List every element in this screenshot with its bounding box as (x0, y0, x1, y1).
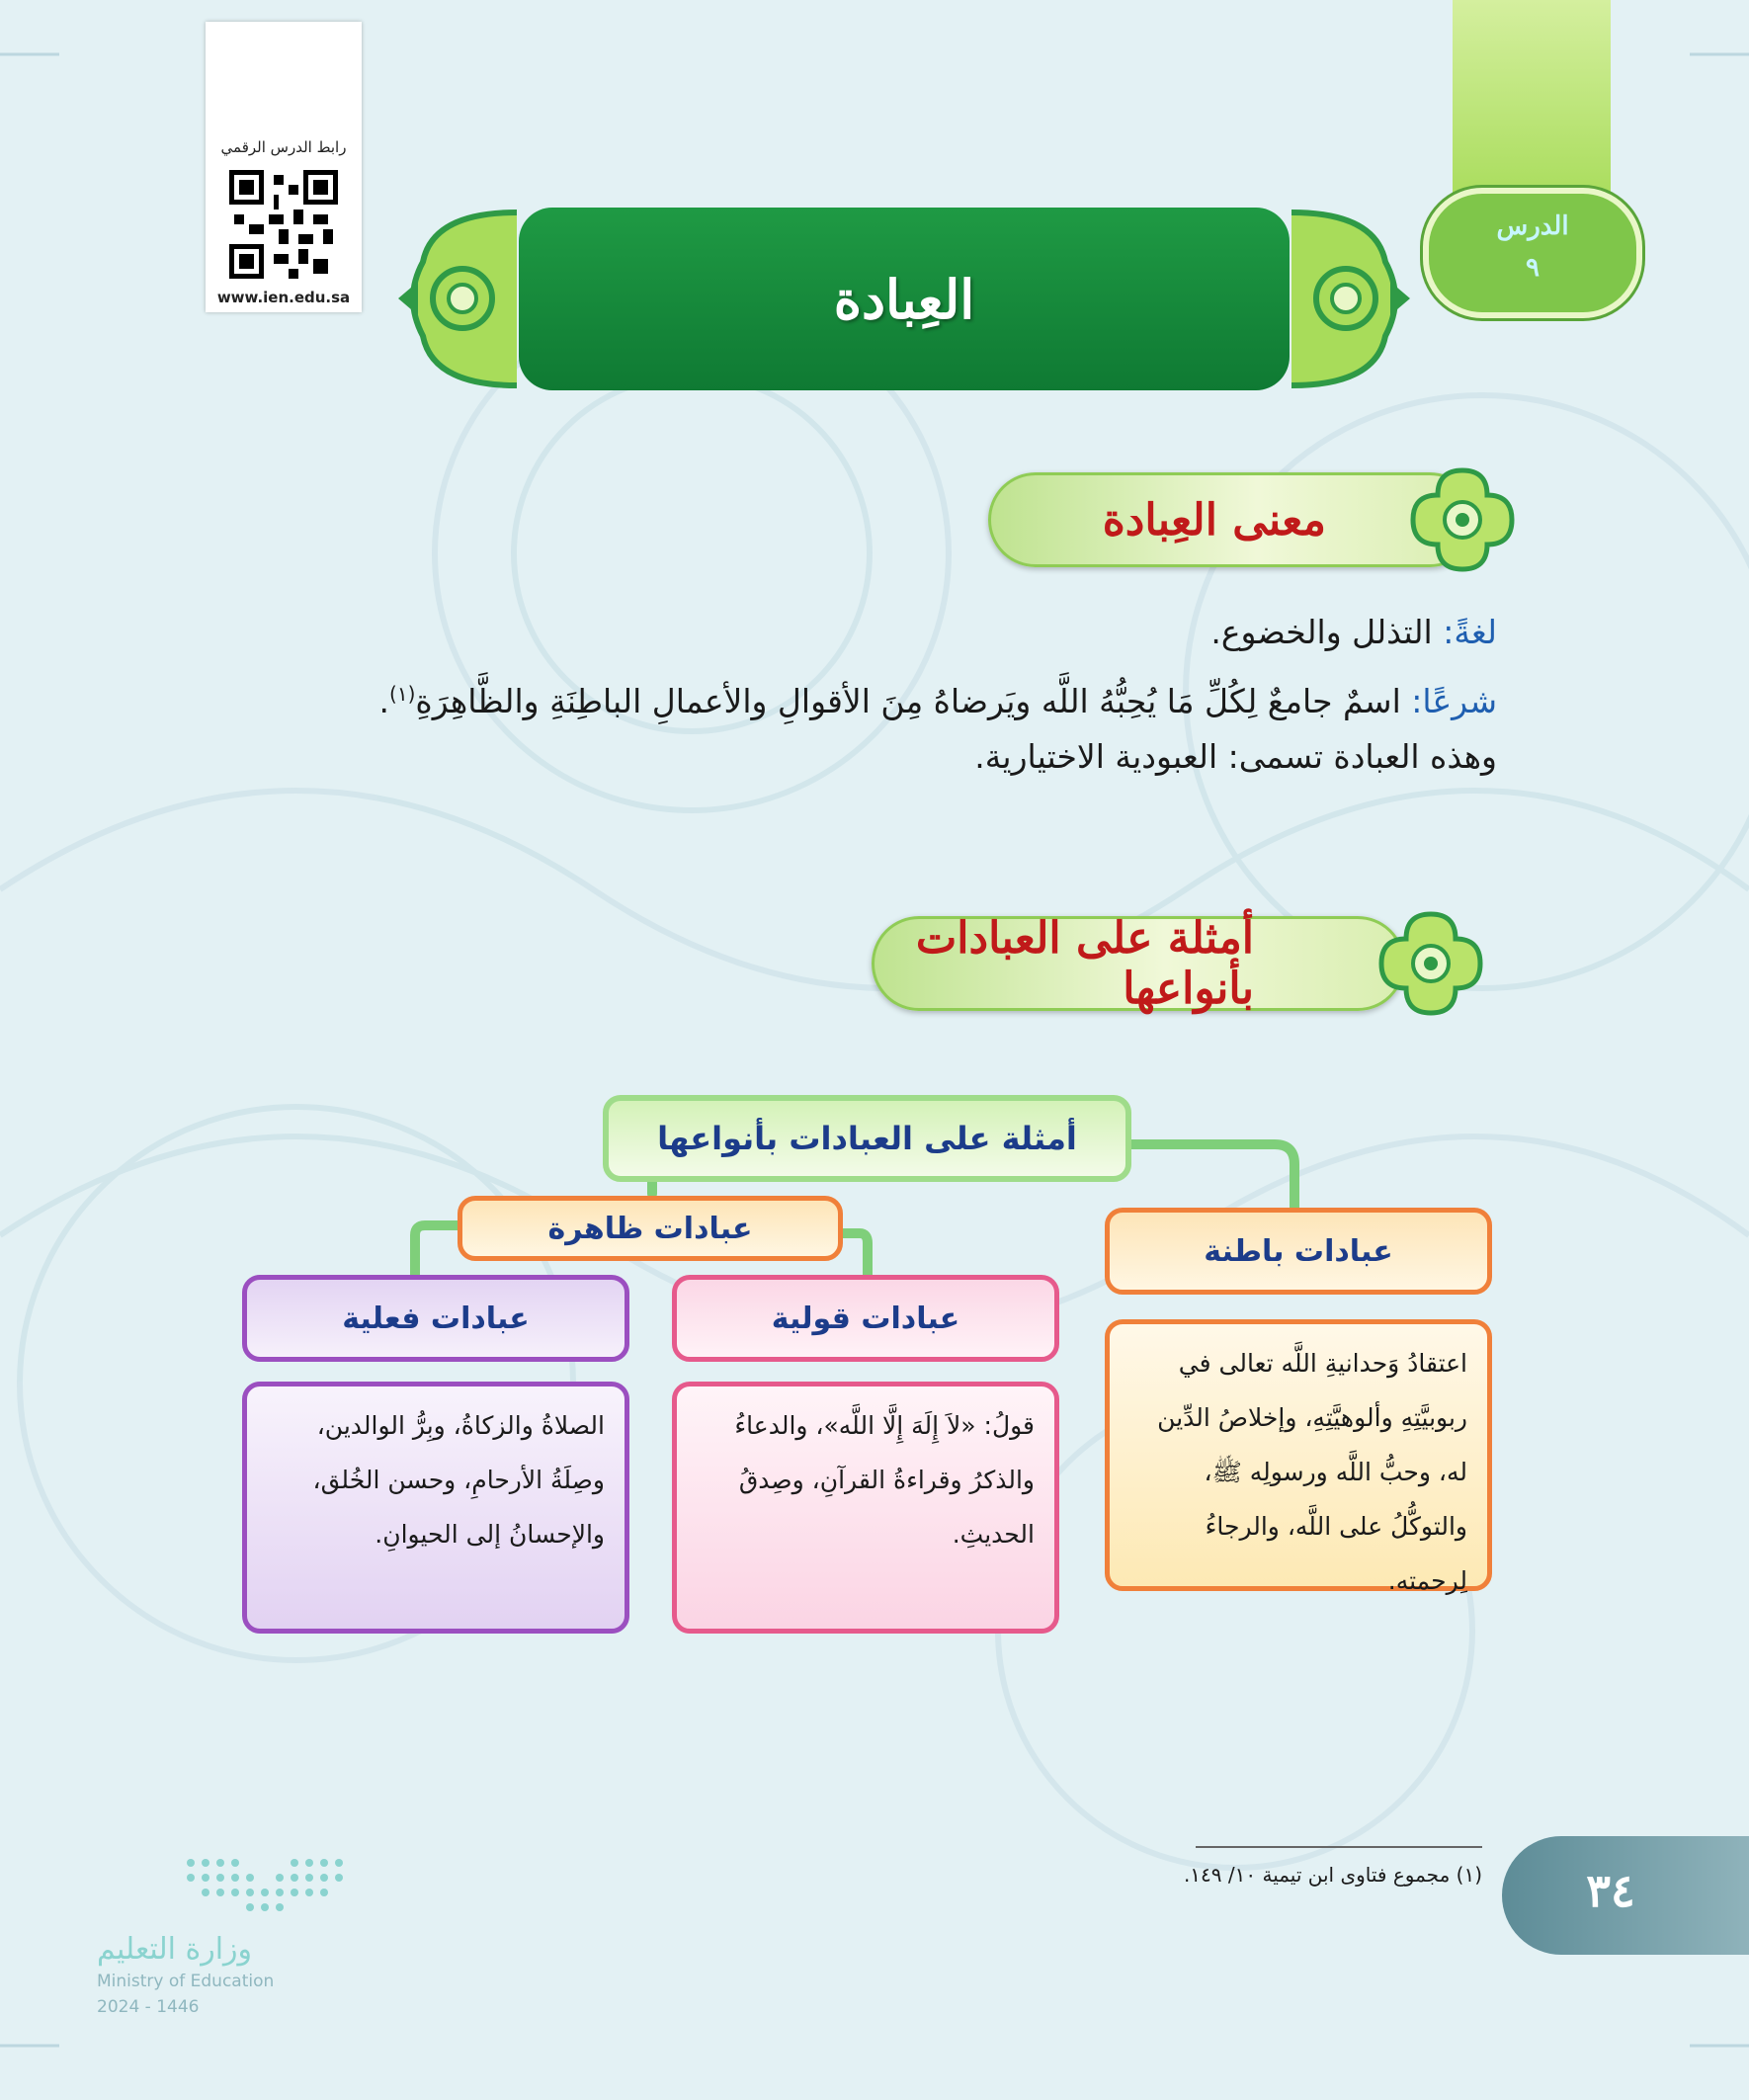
lesson-label: الدرس (1496, 211, 1569, 241)
physical-worship-body (242, 1382, 629, 1634)
verbal-worship-header (672, 1275, 1059, 1362)
lugha-term: لغةً: (1443, 613, 1497, 651)
lugha-text: التذلل والخضوع. (1210, 613, 1433, 651)
qr-code-icon[interactable] (229, 170, 338, 279)
lesson-strip (1453, 0, 1611, 208)
footnote-ref[interactable]: (١) (389, 682, 416, 706)
examples-heading: أمثلة على العبادات بأنواعها (915, 913, 1254, 1014)
verbal-worship-title: عبادات قولية (771, 1301, 960, 1336)
examples-flower-icon (1372, 906, 1490, 1021)
qr-code-panel[interactable] (206, 22, 362, 312)
lesson-title: العِبادة (833, 267, 975, 331)
meaning-heading: معنى العِبادة (1102, 494, 1326, 546)
inner-worship-body (1105, 1319, 1492, 1595)
right-ornament-icon (1287, 203, 1415, 395)
footnote-divider (1196, 1846, 1482, 1848)
shar-end: . (378, 682, 390, 720)
physical-worship-title: عبادات فعلية (342, 1301, 530, 1336)
shar-term: شرعًا: (1411, 682, 1497, 720)
lesson-title-bar (519, 208, 1290, 390)
left-ornament-icon (393, 203, 522, 395)
meaning-flower-icon (1403, 462, 1522, 577)
outer-worship-title: عبادات ظاهرة (547, 1211, 753, 1246)
verbal-worship-text: قولُ: «لاَ إِلَهَ إِلَّا اللَّه»، والدعاءُ والذكرُ وقراءةُ القرآنِ، وصِدقُ الحديثِ. (734, 1411, 1035, 1549)
inner-worship-text: اعتقادُ وَحدانيةِ اللَّه تعالى في ربوبيَّتِهِ وألوهيَّتِهِ، وإخلاصُ الدِّين له، وحبُّ اللَّه ورسولِه ﷺ، والتوكُّلُ على اللَّه، والرجاءُ لِرحمته. (1157, 1349, 1467, 1595)
examples-heading-bar (872, 913, 1405, 1014)
shar-line (375, 662, 1497, 733)
lugha-line (375, 601, 1497, 664)
shar-text: اسمٌ جامعٌ لِكُلِّ مَا يُحِبُّهُ اللَّه ويَرضاهُ مِنَ الأقوالِ والأعمالِ الباطِنَةِ والظَّاهِرَةِ (415, 682, 1401, 720)
diagram-root-box (603, 1095, 1131, 1182)
verbal-worship-body (672, 1382, 1059, 1634)
physical-worship-header (242, 1275, 629, 1362)
diagram-root-title: أمثلة على العبادات بأنواعها (657, 1120, 1077, 1157)
inner-worship-title: عبادات باطنة (1204, 1233, 1393, 1269)
outer-worship-header (458, 1196, 843, 1261)
inner-worship-header (1105, 1208, 1492, 1295)
page-number: ٣٤ (1586, 1864, 1635, 1917)
footnote: (١) مجموع فتاوى ابن تيمية ١٠/ ١٤٩. (1183, 1863, 1482, 1887)
note-line: وهذه العبادة تسمى: العبودية الاختيارية. (974, 737, 1497, 776)
qr-label: رابط الدرس الرقمي (220, 138, 347, 156)
physical-worship-text: الصلاةُ والزكاةُ، وبِرُّ الوالدين، وصِلَةُ الأرحامِ، وحسن الخُلق، والإحسانُ إلى الحيوانِ. (312, 1411, 605, 1549)
lesson-badge (1423, 188, 1642, 318)
qr-url[interactable]: www.ien.edu.sa (216, 289, 351, 306)
ministry-year: 2024 - 1446 (97, 1997, 200, 2017)
ministry-dots-icon (181, 1853, 349, 1912)
ministry-arabic: وزارة التعليم (97, 1932, 253, 1967)
lesson-number: ٩ (1526, 253, 1540, 283)
ministry-english: Ministry of Education (97, 1972, 275, 1991)
